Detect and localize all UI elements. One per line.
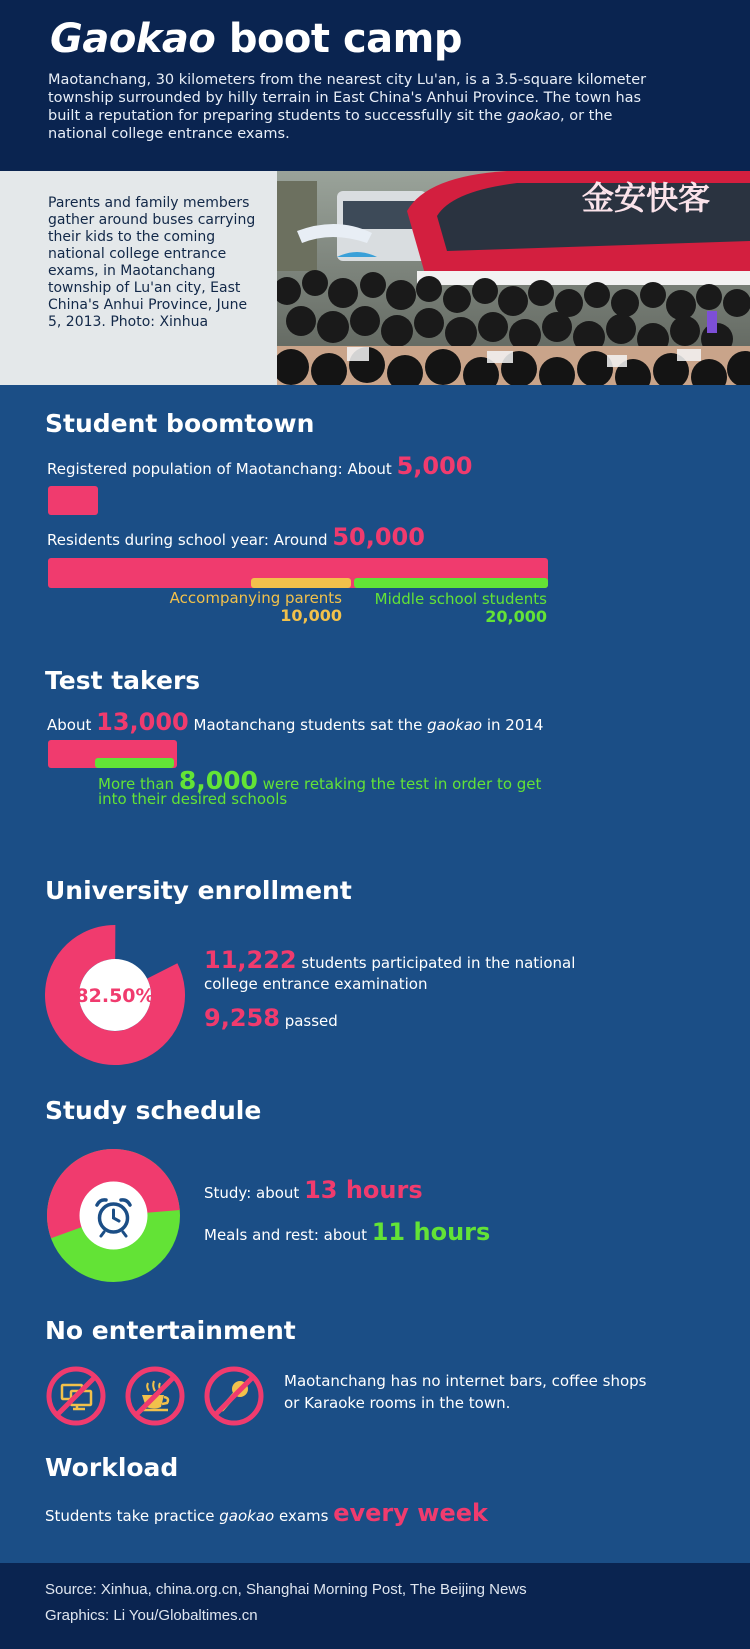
test-takers-mid: Maotanchang students sat the (188, 716, 428, 734)
test-takers-prefix: About (47, 716, 97, 734)
study-line (204, 1176, 423, 1204)
no-karaoke-icon (203, 1365, 265, 1427)
crowd-bus-illustration (277, 171, 750, 385)
workload-value: every week (333, 1499, 488, 1527)
intro-emphasis: gaokao (506, 108, 560, 124)
bar-middle-school (354, 578, 548, 588)
intro-part-1: Maotanchang, 30 kilometers from the nearest city Lu'an, is a 3.5-square kilometer township surrounded by hilly terrain in East China's Anhui Province. The town has built a reputation for preparing students to successfully sit the (48, 72, 647, 124)
graphics-credit: Graphics: Li You/Globaltimes.cn (45, 1607, 258, 1624)
test-takers-value: 13,000 (96, 708, 189, 736)
title-italic: Gaokao (50, 16, 216, 62)
source-credit: Source: Xinhua, china.org.cn, Shanghai Morning Post, The Beijing News (45, 1581, 527, 1598)
middle-label: Middle school students (374, 590, 547, 608)
passed-label: passed (279, 1012, 338, 1030)
page-title (50, 16, 462, 62)
residents-line (47, 523, 425, 551)
intro-part-2: , or the national college entrance exams. (48, 108, 613, 142)
residents-value: 50,000 (332, 523, 425, 551)
header (0, 0, 750, 171)
news-photo (277, 171, 750, 385)
photo-row (0, 171, 750, 385)
workload-line (45, 1499, 488, 1527)
test-takers-title: Test takers (45, 666, 201, 695)
retake-line2: into their desired schools (98, 790, 288, 808)
photo-caption: Parents and family members gather around buses carrying their kids to the coming national college entrance exams, in Maotanchang township of Lu'an city, East China's Anhui Province, June 5, 2013. Photo: Xinhua (48, 195, 256, 330)
workload-title: Workload (45, 1453, 179, 1482)
rest-line (204, 1218, 490, 1246)
participants-line2: college entrance examination (204, 975, 428, 993)
retake-prefix: More than (98, 775, 179, 793)
bar-population (48, 486, 98, 515)
parents-label: Accompanying parents (169, 589, 342, 607)
workload-prefix: Students take practice (45, 1507, 220, 1525)
schedule-title: Study schedule (45, 1096, 262, 1125)
enrollment-donut (45, 925, 185, 1065)
caption-box (0, 171, 277, 385)
bar-parents (251, 578, 351, 588)
bus-sign: 金安快客 (582, 179, 711, 217)
footer (0, 1563, 750, 1649)
passed-line (204, 1004, 338, 1032)
workload-mid: exams (274, 1507, 334, 1525)
participants-line (204, 946, 575, 974)
test-takers-suffix: in 2014 (482, 716, 544, 734)
no-coffee-shop-icon (124, 1365, 186, 1427)
title-rest: boot camp (215, 16, 462, 62)
entertainment-text-2: or Karaoke rooms in the town. (284, 1394, 511, 1412)
retake-value: 8,000 (178, 766, 258, 795)
entertainment-title: No entertainment (45, 1316, 296, 1345)
test-takers-line (47, 708, 543, 736)
middle-value: 20,000 (485, 607, 547, 626)
boomtown-title: Student boomtown (45, 409, 315, 438)
rest-label: Meals and rest: about (204, 1226, 372, 1244)
study-label: Study: about (204, 1184, 305, 1202)
schedule-donut (45, 1147, 182, 1284)
participants-line1: students participated in the national (296, 954, 576, 972)
enrollment-title: University enrollment (45, 876, 352, 905)
study-value: 13 hours (304, 1176, 423, 1204)
entertainment-text-1: Maotanchang has no internet bars, coffee shops (284, 1372, 647, 1390)
intro-text (48, 71, 658, 143)
retake-line1: were retaking the test in order to get (257, 775, 542, 793)
participants-value: 11,222 (204, 946, 297, 974)
population-label: Registered population of Maotanchang: About (47, 460, 397, 478)
passed-value: 9,258 (204, 1004, 280, 1032)
donut-percent: 82.50% (75, 985, 155, 1007)
test-takers-em: gaokao (427, 716, 483, 734)
population-value: 5,000 (396, 452, 473, 480)
residents-label: Residents during school year: Around (47, 531, 333, 549)
rest-value: 11 hours (371, 1218, 491, 1246)
parents-value: 10,000 (280, 606, 342, 625)
no-internet-bar-icon (45, 1365, 107, 1427)
population-line (47, 452, 473, 480)
workload-em: gaokao (219, 1507, 275, 1525)
